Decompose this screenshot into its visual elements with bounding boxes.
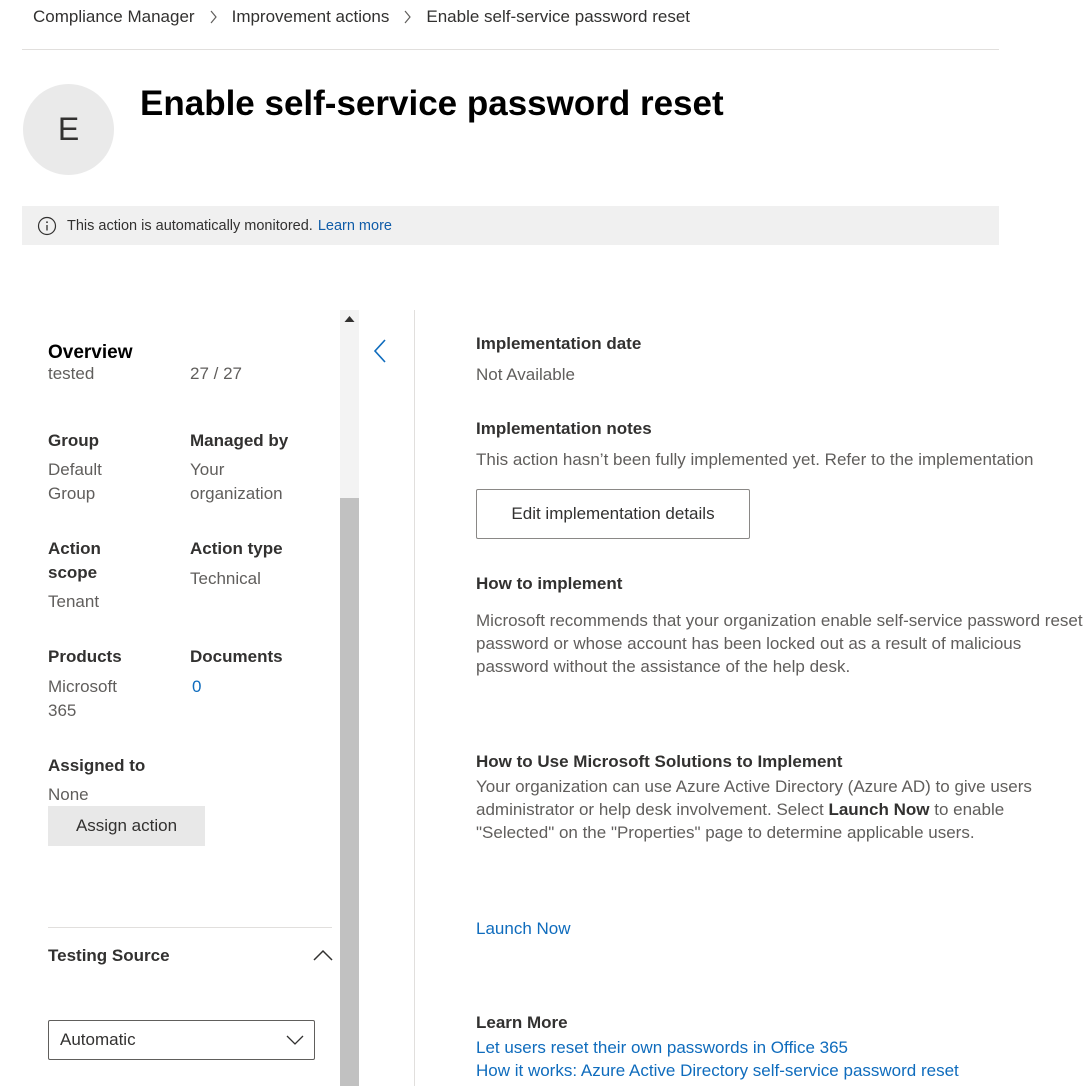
action-scope-value: Tenant xyxy=(48,592,100,611)
how-to-use-line2-post: to enable xyxy=(929,800,1005,819)
overview-panel xyxy=(22,310,340,1086)
details-panel xyxy=(476,310,1083,1086)
documents-label: Documents xyxy=(190,647,283,666)
testing-source-dropdown[interactable] xyxy=(48,1020,315,1060)
assigned-to-value: None xyxy=(48,785,89,804)
cut-off-row xyxy=(48,364,242,386)
action-scope-label-line2: scope xyxy=(48,563,98,582)
page-title: Enable self-service password reset xyxy=(140,84,724,123)
managed-by-value-line1: Your xyxy=(190,460,225,479)
group-value-line2: Group xyxy=(48,484,96,503)
action-type-value: Technical xyxy=(190,569,261,588)
products-label: Products xyxy=(48,647,122,666)
how-to-use-line2 xyxy=(476,798,1004,821)
chevron-right-icon xyxy=(403,10,412,24)
learn-more-link-1[interactable]: Let users reset their own passwords in Office 365 xyxy=(476,1038,848,1057)
breadcrumb-compliance-manager[interactable]: Compliance Manager xyxy=(33,7,195,26)
info-bar xyxy=(22,206,999,245)
avatar-letter: E xyxy=(57,111,80,147)
breadcrumb xyxy=(33,7,690,27)
learn-more-link-2[interactable]: How it works: Azure Active Directory self-service password reset xyxy=(476,1061,959,1080)
how-to-use-line2-pre: administrator or help desk involvement. Select xyxy=(476,800,829,819)
managed-by-label: Managed by xyxy=(190,431,289,450)
how-to-use-line1: Your organization can use Azure Active Directory (Azure AD) to give users xyxy=(476,777,1032,796)
implementation-notes-value: This action hasn’t been fully implemented yet. Refer to the implementation xyxy=(476,450,1034,469)
how-to-implement-line1: Microsoft recommends that your organization enable self-service password reset xyxy=(476,611,1083,630)
scroll-up-arrow-icon[interactable] xyxy=(344,315,355,323)
chevron-right-icon xyxy=(209,10,218,24)
edit-implementation-details-button[interactable]: Edit implementation details xyxy=(476,489,750,539)
documents-count-link[interactable]: 0 xyxy=(192,677,202,696)
breadcrumb-current: Enable self-service password reset xyxy=(426,7,691,26)
section-divider xyxy=(48,927,332,928)
products-value-line1: Microsoft xyxy=(48,677,117,696)
header-divider xyxy=(22,49,999,50)
chevron-up-icon[interactable] xyxy=(312,948,334,962)
learn-more-link[interactable]: Learn more xyxy=(317,217,392,234)
overview-title: Overview xyxy=(48,342,133,363)
how-to-use-label: How to Use Microsoft Solutions to Implement xyxy=(476,752,843,771)
collapse-panel-icon[interactable] xyxy=(371,338,389,364)
implementation-date-label: Implementation date xyxy=(476,334,642,353)
how-to-use-line2-bold: Launch Now xyxy=(828,800,930,819)
panel-divider xyxy=(414,310,415,1086)
implementation-date-value: Not Available xyxy=(476,365,575,384)
group-value-line1: Default xyxy=(48,460,102,479)
how-to-implement-line2: password or whose account has been locked out as a result of malicious xyxy=(476,634,1022,653)
products-value-line2: 365 xyxy=(48,701,77,720)
how-to-implement-label: How to implement xyxy=(476,574,623,593)
group-label: Group xyxy=(48,431,99,450)
cut-off-label: tested xyxy=(48,364,95,383)
implementation-notes-label: Implementation notes xyxy=(476,419,652,438)
breadcrumb-improvement-actions[interactable]: Improvement actions xyxy=(231,7,390,26)
testing-source-title: Testing Source xyxy=(48,946,170,965)
learn-more-label: Learn More xyxy=(476,1013,568,1032)
managed-by-value-line2: organization xyxy=(190,484,283,503)
info-icon xyxy=(37,216,57,236)
assigned-to-label: Assigned to xyxy=(48,756,146,775)
how-to-use-line3: "Selected" on the "Properties" page to determine applicable users. xyxy=(476,823,975,842)
avatar xyxy=(23,84,114,175)
cut-off-value: 27 / 27 xyxy=(190,364,242,383)
chevron-down-icon xyxy=(286,1035,304,1045)
action-type-label: Action type xyxy=(190,539,283,558)
action-scope-label-line1: Action xyxy=(48,539,101,558)
assign-action-button[interactable]: Assign action xyxy=(48,806,205,846)
launch-now-link[interactable]: Launch Now xyxy=(476,919,571,938)
testing-source-selected: Automatic xyxy=(60,1030,136,1049)
how-to-implement-line3: password without the assistance of the help desk. xyxy=(476,657,851,676)
info-bar-text: This action is automatically monitored. xyxy=(67,217,313,234)
scrollbar-thumb[interactable] xyxy=(340,498,359,1086)
